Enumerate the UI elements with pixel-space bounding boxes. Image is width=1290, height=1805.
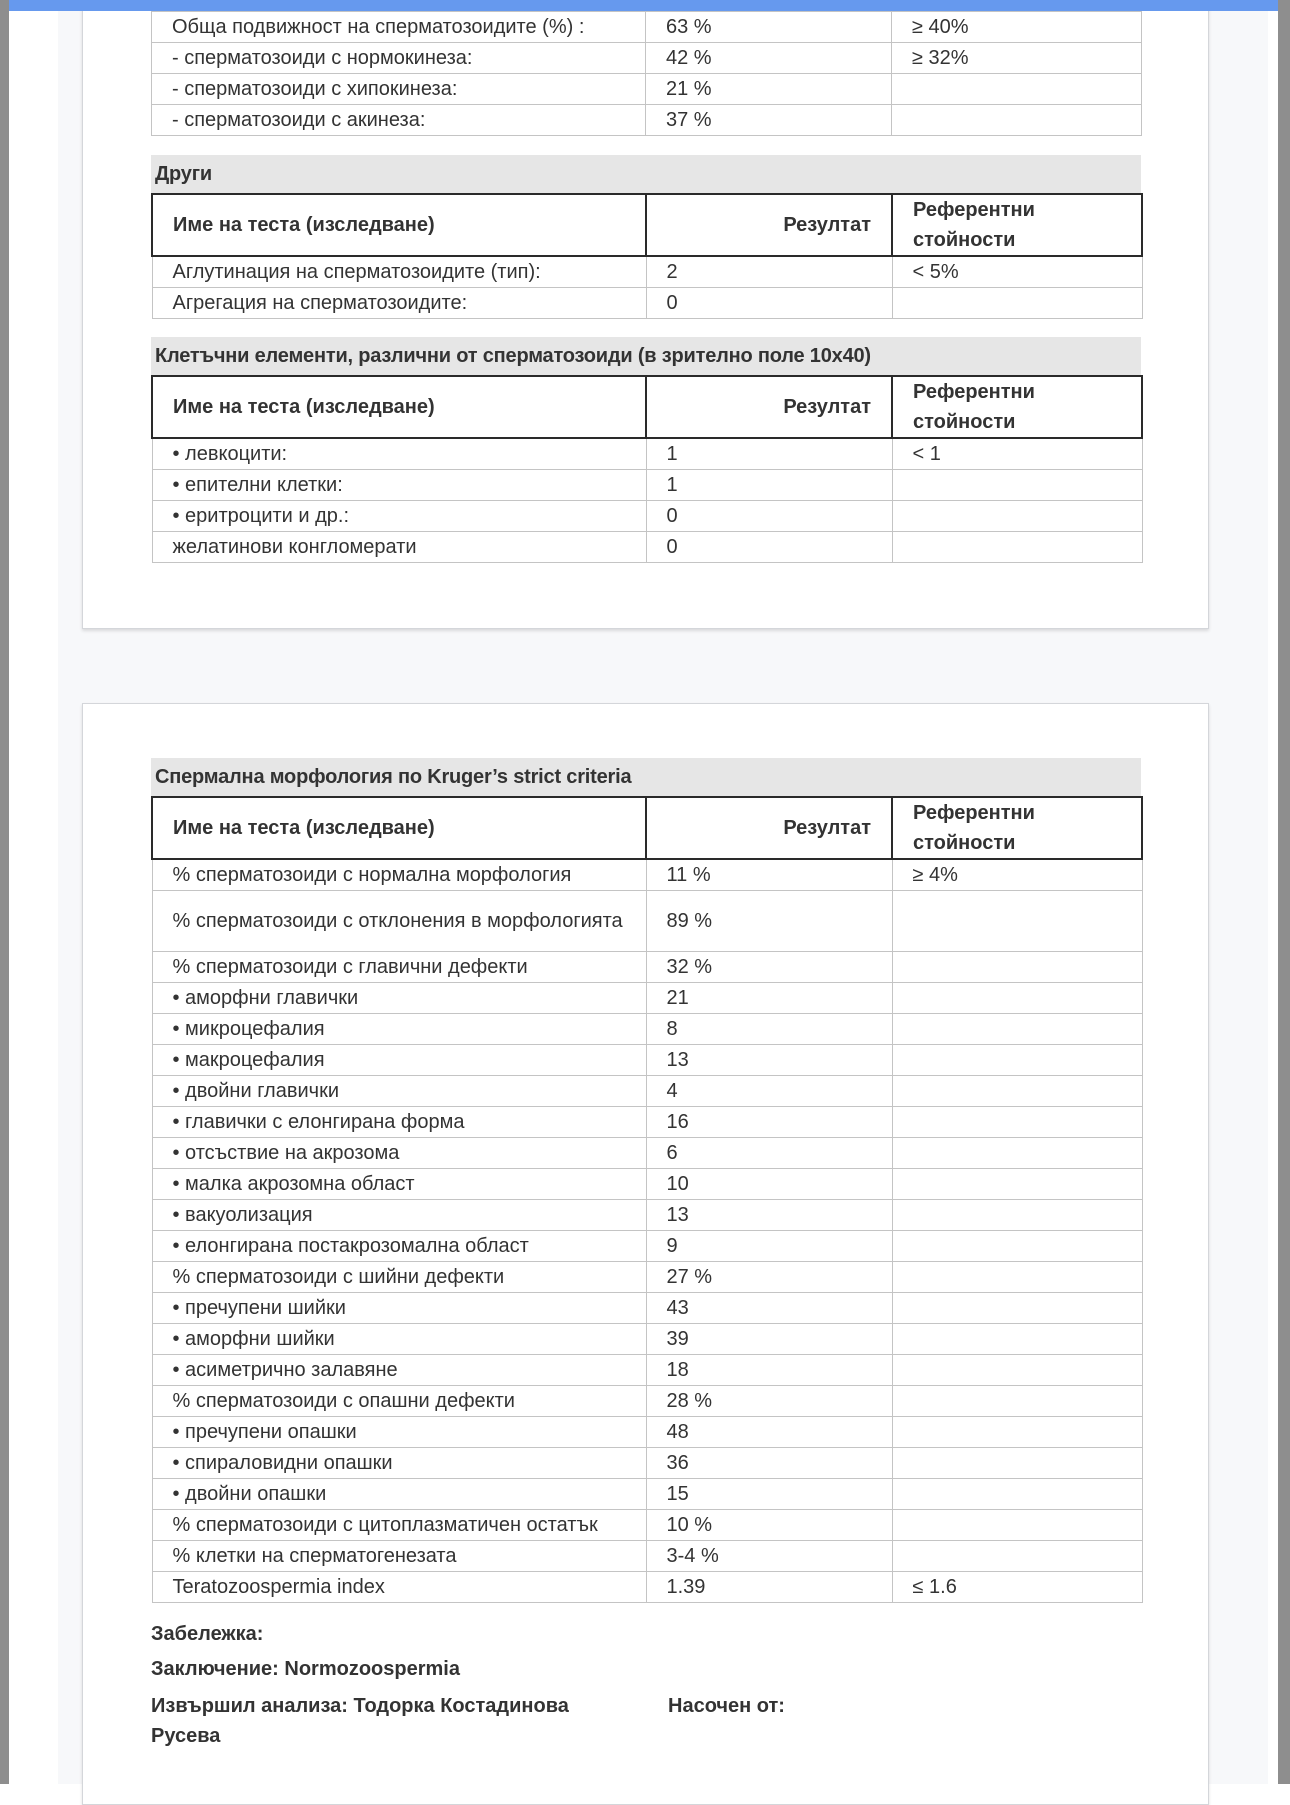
cell-result: 28 % — [646, 1386, 892, 1417]
cell-reference — [892, 74, 1142, 105]
cell-name: • асиметрично залавяне — [152, 1355, 646, 1386]
section-header-morphology: Спермална морфология по Kruger’s strict criteria — [151, 758, 1141, 796]
cell-result: 4 — [646, 1076, 892, 1107]
cell-name: % сперматозоиди с главични дефекти — [152, 952, 646, 983]
cell-reference — [892, 1014, 1142, 1045]
table-row — [152, 1572, 1142, 1603]
note-label: Забележка: — [151, 1623, 264, 1645]
cell-name: • пречупени опашки — [152, 1417, 646, 1448]
viewer-right-strip — [1268, 0, 1278, 1784]
cell-result: 1 — [646, 470, 892, 501]
cell-reference — [892, 891, 1142, 952]
cell-name: Агрегация на сперматозоидите: — [152, 288, 646, 319]
cell-name: • двойни главички — [152, 1076, 646, 1107]
cell-result: 18 — [646, 1355, 892, 1386]
conclusion-text: Заключение: Normozoospermia — [151, 1658, 460, 1680]
table-row — [152, 1076, 1142, 1107]
section-header-cells: Клетъчни елементи, различни от сперматозоиди (в зрително поле 10x40) — [151, 337, 1141, 375]
viewer-top-bar — [9, 0, 1278, 11]
table-row — [152, 74, 1142, 105]
cell-result: 0 — [646, 288, 892, 319]
cell-reference — [892, 1448, 1142, 1479]
table-row — [152, 532, 1142, 563]
cell-result: 48 — [646, 1417, 892, 1448]
table-header-row — [152, 376, 1142, 438]
cell-reference — [892, 1169, 1142, 1200]
cell-reference — [892, 1417, 1142, 1448]
referred-by-label: Насочен от: — [668, 1695, 785, 1717]
column-header-name: Име на теста (изследване) — [152, 797, 646, 859]
cell-reference: ≥ 32% — [892, 43, 1142, 74]
cell-name: • пречупени шийки — [152, 1293, 646, 1324]
table-header-row — [152, 194, 1142, 256]
cell-name: Аглутинация на сперматозоидите (тип): — [152, 256, 646, 288]
viewer-scrollbar-track[interactable] — [1278, 0, 1290, 1784]
table-header-row — [152, 797, 1142, 859]
cells-table — [151, 375, 1143, 563]
table-row — [152, 1262, 1142, 1293]
table-row — [152, 1293, 1142, 1324]
cell-result: 37 % — [646, 105, 892, 136]
cell-result: 13 — [646, 1045, 892, 1076]
cell-name: % сперматозоиди с цитоплазматичен остатък — [152, 1510, 646, 1541]
cell-result: 27 % — [646, 1262, 892, 1293]
column-header-reference: Референтни стойности — [892, 376, 1142, 438]
cell-reference — [892, 1510, 1142, 1541]
cell-result: 36 — [646, 1448, 892, 1479]
cell-name: • еритроцити и др.: — [152, 501, 646, 532]
cell-name: • главички с елонгирана форма — [152, 1107, 646, 1138]
table-row — [152, 12, 1142, 43]
cell-reference — [892, 1293, 1142, 1324]
cell-reference — [892, 1138, 1142, 1169]
cell-result: 43 — [646, 1293, 892, 1324]
cell-name: % сперматозоиди с нормална морфология — [152, 859, 646, 891]
section-header-other: Други — [151, 155, 1141, 193]
cell-reference — [892, 1262, 1142, 1293]
cell-name: - сперматозоиди с нормокинеза: — [152, 43, 646, 74]
table-row — [152, 1510, 1142, 1541]
table-row — [152, 1169, 1142, 1200]
cell-result: 1.39 — [646, 1572, 892, 1603]
cell-reference — [892, 952, 1142, 983]
table-row — [152, 891, 1142, 952]
cell-result: 13 — [646, 1200, 892, 1231]
table-row — [152, 470, 1142, 501]
cell-reference: < 1 — [892, 438, 1142, 470]
cell-reference — [892, 1324, 1142, 1355]
motility-table — [151, 11, 1142, 136]
cell-result: 39 — [646, 1324, 892, 1355]
cell-result: 6 — [646, 1138, 892, 1169]
table-row — [152, 1324, 1142, 1355]
cell-reference — [892, 470, 1142, 501]
cell-name: - сперматозоиди с хипокинеза: — [152, 74, 646, 105]
table-row — [152, 288, 1142, 319]
cell-reference — [892, 1045, 1142, 1076]
cell-result: 63 % — [646, 12, 892, 43]
cell-name: • вакуолизация — [152, 1200, 646, 1231]
table-row — [152, 952, 1142, 983]
table-row — [152, 1417, 1142, 1448]
cell-name: • елонгирана постакрозомална област — [152, 1231, 646, 1262]
cell-result: 32 % — [646, 952, 892, 983]
cell-reference: ≥ 4% — [892, 859, 1142, 891]
cell-reference — [892, 983, 1142, 1014]
cell-reference: ≤ 1.6 — [892, 1572, 1142, 1603]
table-row — [152, 1014, 1142, 1045]
column-header-result: Резултат — [646, 797, 892, 859]
cell-result: 16 — [646, 1107, 892, 1138]
cell-result: 3-4 % — [646, 1541, 892, 1572]
cell-name: % сперматозоиди с отклонения в морфологията — [152, 891, 646, 952]
table-row — [152, 1200, 1142, 1231]
cell-name: • аморфни главички — [152, 983, 646, 1014]
cell-reference — [892, 1231, 1142, 1262]
table-row — [152, 105, 1142, 136]
cell-name: • малка акрозомна област — [152, 1169, 646, 1200]
cell-name: % клетки на сперматогенезата — [152, 1541, 646, 1572]
column-header-name: Име на теста (изследване) — [152, 194, 646, 256]
cell-reference: < 5% — [892, 256, 1142, 288]
table-row — [152, 859, 1142, 891]
cell-name: • аморфни шийки — [152, 1324, 646, 1355]
cell-name: Teratozoospermia index — [152, 1572, 646, 1603]
cell-name: Обща подвижност на сперматозоидите (%) : — [152, 12, 646, 43]
cell-name: • отсъствие на акрозома — [152, 1138, 646, 1169]
table-row — [152, 1107, 1142, 1138]
cell-name: желатинови конгломерати — [152, 532, 646, 563]
cell-result: 8 — [646, 1014, 892, 1045]
cell-name: - сперматозоиди с акинеза: — [152, 105, 646, 136]
table-row — [152, 43, 1142, 74]
cell-name: • епителни клетки: — [152, 470, 646, 501]
cell-result: 89 % — [646, 891, 892, 952]
cell-reference — [892, 501, 1142, 532]
cell-result: 21 — [646, 983, 892, 1014]
cell-result: 1 — [646, 438, 892, 470]
cell-result: 9 — [646, 1231, 892, 1262]
table-row — [152, 1231, 1142, 1262]
cell-reference — [892, 105, 1142, 136]
cell-reference — [892, 1386, 1142, 1417]
table-row — [152, 1448, 1142, 1479]
cell-result: 2 — [646, 256, 892, 288]
column-header-name: Име на теста (изследване) — [152, 376, 646, 438]
column-header-result: Резултат — [646, 376, 892, 438]
cell-reference — [892, 1479, 1142, 1510]
cell-name: • левкоцити: — [152, 438, 646, 470]
cell-reference — [892, 1200, 1142, 1231]
table-row — [152, 438, 1142, 470]
cell-name: • спираловидни опашки — [152, 1448, 646, 1479]
cell-name: • макроцефалия — [152, 1045, 646, 1076]
cell-result: 11 % — [646, 859, 892, 891]
column-header-reference: Референтни стойности — [892, 194, 1142, 256]
cell-reference — [892, 532, 1142, 563]
cell-reference: ≥ 40% — [892, 12, 1142, 43]
other-table — [151, 193, 1143, 319]
table-row — [152, 256, 1142, 288]
performed-by-text-continued: Русева — [151, 1725, 221, 1747]
cell-reference — [892, 1107, 1142, 1138]
cell-result: 10 — [646, 1169, 892, 1200]
cell-result: 21 % — [646, 74, 892, 105]
cell-name: • микроцефалия — [152, 1014, 646, 1045]
column-header-result: Резултат — [646, 194, 892, 256]
cell-result: 15 — [646, 1479, 892, 1510]
table-row — [152, 983, 1142, 1014]
cell-result: 0 — [646, 501, 892, 532]
table-row — [152, 1045, 1142, 1076]
table-row — [152, 1541, 1142, 1572]
table-row — [152, 1386, 1142, 1417]
cell-name: % сперматозоиди с шийни дефекти — [152, 1262, 646, 1293]
cell-reference — [892, 288, 1142, 319]
cell-reference — [892, 1541, 1142, 1572]
table-row — [152, 501, 1142, 532]
cell-name: • двойни опашки — [152, 1479, 646, 1510]
cell-reference — [892, 1355, 1142, 1386]
cell-result: 42 % — [646, 43, 892, 74]
cell-name: % сперматозоиди с опашни дефекти — [152, 1386, 646, 1417]
performed-by-text: Извършил анализа: Тодорка Костадинова — [151, 1695, 569, 1717]
morphology-table — [151, 796, 1143, 1603]
column-header-reference: Референтни стойности — [892, 797, 1142, 859]
table-row — [152, 1138, 1142, 1169]
table-row — [152, 1355, 1142, 1386]
cell-result: 10 % — [646, 1510, 892, 1541]
cell-result: 0 — [646, 532, 892, 563]
viewer-left-edge — [0, 0, 9, 1784]
cell-reference — [892, 1076, 1142, 1107]
table-row — [152, 1479, 1142, 1510]
